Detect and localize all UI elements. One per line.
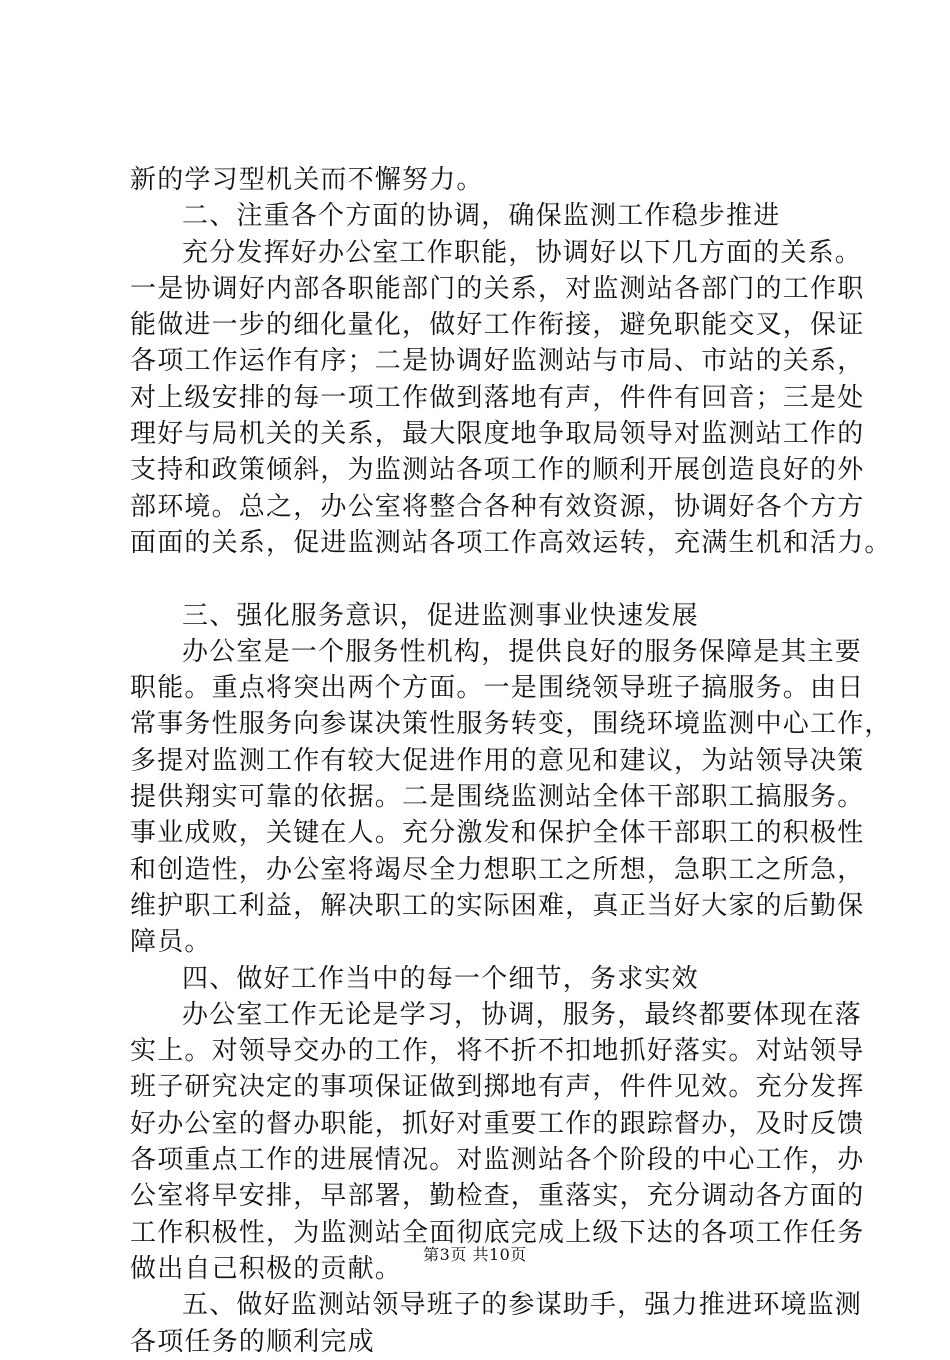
text-line: 各项工作运作有序；二是协调好监测站与市局、市站的关系， (130, 346, 865, 377)
section-heading: 三、强化服务意识，促进监测事业快速发展 (182, 600, 699, 631)
text-line: 能做进一步的细化量化，做好工作衔接，避免职能交叉，保证 (130, 310, 865, 341)
section-heading: 二、注重各个方面的协调，确保监测工作稳步推进 (182, 201, 781, 232)
text-line: 提供翔实可靠的依据。二是围绕监测站全体干部职工搞服务。 (130, 782, 865, 813)
page-footer: 第3页 共10页 (423, 1245, 527, 1264)
text-line: 事业成败，关键在人。充分激发和保护全体干部职工的积极性 (130, 818, 865, 849)
text-line: 新的学习型机关而不懈努力。 (130, 165, 484, 195)
text-line: 支持和政策倾斜，为监测站各项工作的顺利开展创造良好的外 (130, 455, 865, 486)
text-line: 和创造性，办公室将竭尽全力想职工之所想，急职工之所急， (130, 854, 865, 885)
text-line: 对上级安排的每一项工作做到落地有声，件件有回音；三是处 (130, 382, 865, 413)
blank-line (130, 561, 850, 597)
text-line: 面面的关系，促进监测站各项工作高效运转，充满生机和活力。 (130, 527, 892, 558)
text-line: 一是协调好内部各职能部门的关系，对监测站各部门的工作职 (130, 273, 865, 304)
paragraph-first-line: 办公室工作无论是学习，协调，服务，最终都要体现在落 (182, 999, 863, 1030)
paragraph-first-line: 办公室是一个服务性机构，提供良好的服务保障是其主要 (182, 636, 863, 667)
text-line: 多提对监测工作有较大促进作用的意见和建议，为站领导决策 (130, 745, 865, 776)
text-line: 障员。 (130, 927, 212, 958)
text-line: 做出自己积极的贡献。 (130, 1253, 403, 1284)
text-line: 工作积极性，为监测站全面彻底完成上级下达的各项工作任务 (130, 1217, 865, 1248)
section-heading: 四、做好工作当中的每一个细节，务求实效 (182, 963, 699, 994)
text-line: 各项重点工作的进展情况。对监测站各个阶段的中心工作，办 (130, 1145, 865, 1176)
text-line: 常事务性服务向参谋决策性服务转变，围绕环境监测中心工作， (130, 709, 892, 740)
paragraph-first-line: 充分发挥好办公室工作职能，协调好以下几方面的关系。 (182, 237, 863, 268)
section-heading: 五、做好监测站领导班子的参谋助手，强力推进环境监测 (182, 1290, 863, 1321)
text-line: 部环境。总之，办公室将整合各种有效资源，协调好各个方方 (130, 491, 865, 522)
text-line: 好办公室的督办职能，抓好对重要工作的跟踪督办，及时反馈 (130, 1108, 865, 1139)
text-line: 职能。重点将突出两个方面。一是围绕领导班子搞服务。由日 (130, 673, 865, 704)
text-line: 实上。对领导交办的工作，将不折不扣地抓好落实。对站领导 (130, 1036, 865, 1067)
text-line: 理好与局机关的关系，最大限度地争取局领导对监测站工作的 (130, 419, 865, 450)
text-line: 各项任务的顺利完成 (130, 1326, 375, 1357)
text-line: 维护职工利益，解决职工的实际困难，真正当好大家的后勤保 (130, 890, 865, 921)
text-line: 公室将早安排，早部署，勤检查，重落实，充分调动各方面的 (130, 1181, 865, 1212)
document-body (130, 162, 892, 1360)
text-line: 班子研究决定的事项保证做到掷地有声，件件见效。充分发挥 (130, 1072, 865, 1103)
